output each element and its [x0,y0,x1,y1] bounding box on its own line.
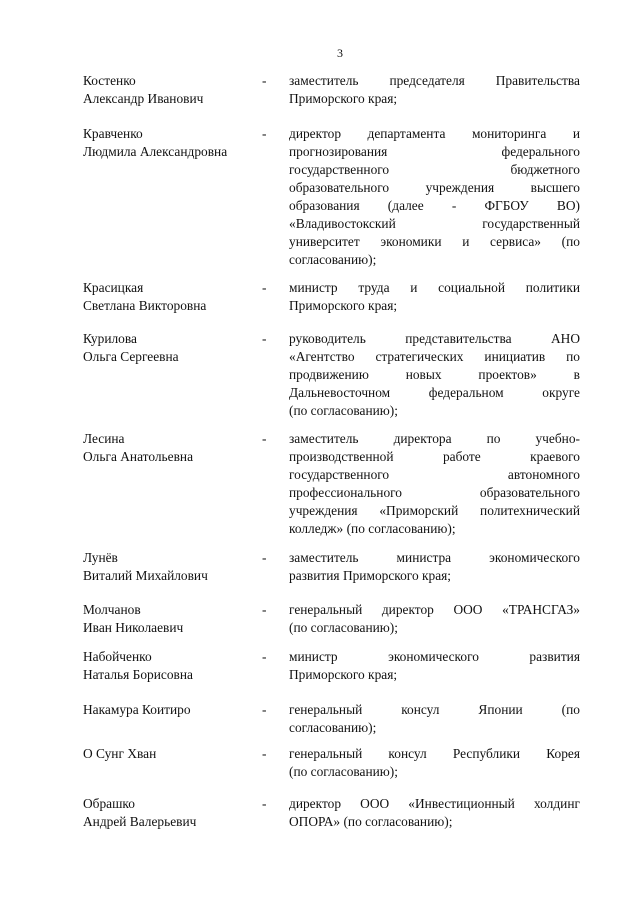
member-name: Костенко Александр Иванович [83,73,204,106]
separator-dash: - [262,602,267,617]
member-role: генеральный консул Республики Корея (по согласованию); [289,746,580,779]
page-number: 3 [337,46,343,60]
member-name: Накамура Коитиро [83,702,191,717]
member-role: директор ООО «Инвестиционный холдинг ОПОРА» (по согласованию); [289,796,580,829]
member-name: Красицкая Светлана Викторовна [83,280,207,313]
separator-dash: - [262,796,267,811]
member-role: директор департамента мониторинга и прогнозирования федерального государственного бюджетного образовательного учреждения высшего образования (далее - ФГБОУ ВО) «Владивостокский государственный университет экономики и сервиса» (по согласованию); [289,126,580,267]
separator-dash: - [262,702,267,717]
member-role: министр труда и социальной политики Приморского края; [289,280,580,313]
separator-dash: - [262,746,267,761]
separator-dash: - [262,431,267,446]
separator-dash: - [262,280,267,295]
separator-dash: - [262,550,267,565]
member-role: руководитель представительства АНО «Агентство стратегических инициатив по продвижению новых проектов» в Дальневосточном федеральном округе (по согласованию); [289,331,580,418]
member-role: генеральный консул Японии (по согласованию); [289,702,580,735]
member-name: О Сунг Хван [83,746,157,761]
member-role: заместитель министра экономического развития Приморского края; [289,550,580,583]
member-name: Кравченко Людмила Александровна [83,126,228,159]
member-role: заместитель директора по учебно- производственной работе краевого государственного автономного профессионального образовательного учреждения «Приморский политехнический колледж» (по согласованию); [289,431,580,536]
member-name: Обрашко Андрей Валерьевич [83,796,197,829]
member-role: генеральный директор ООО «ТРАНСГАЗ» (по согласованию); [289,602,580,635]
separator-dash: - [262,649,267,664]
member-name: Набойченко Наталья Борисовна [83,649,193,682]
member-name: Лесина Ольга Анатольевна [83,431,194,464]
separator-dash: - [262,73,267,88]
separator-dash: - [262,126,267,141]
member-role: министр экономического развития Приморского края; [289,649,580,682]
separator-dash: - [262,331,267,346]
member-name: Лунёв Виталий Михайлович [83,550,208,583]
member-role: заместитель председателя Правительства Приморского края; [289,73,580,106]
member-name: Молчанов Иван Николаевич [83,602,184,635]
member-name: Курилова Ольга Сергеевна [83,331,179,364]
